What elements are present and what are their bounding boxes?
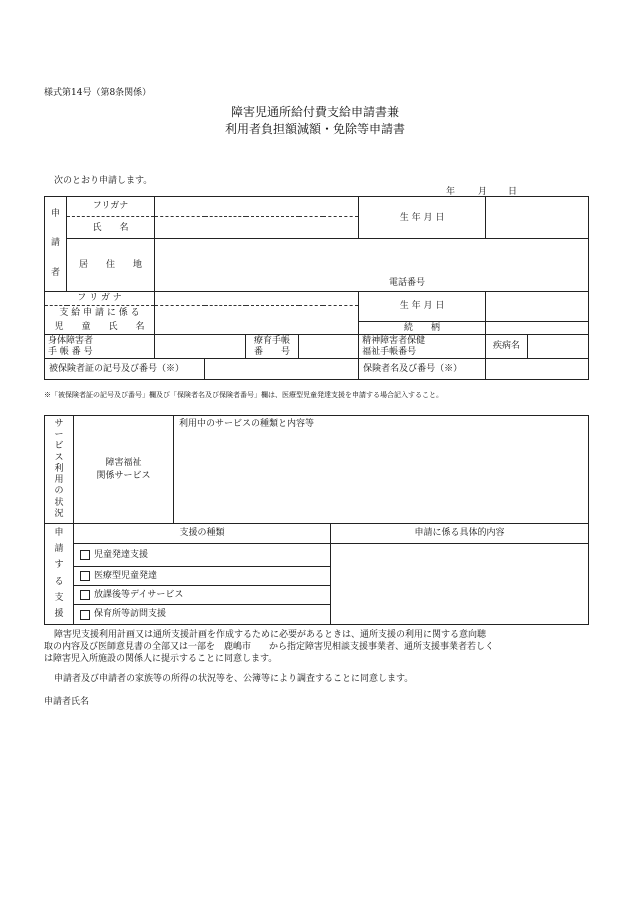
mental-health-label: 精神障害者保健 福祉手帳番号 (359, 335, 486, 359)
insurer-name-label: 保険者名及び番号（※） (359, 359, 486, 380)
request-content-field[interactable] (331, 544, 589, 625)
form-number: 様式第14号（第8条関係） (44, 88, 152, 98)
intro-text: 次のとおり申請します。 (54, 176, 153, 186)
physical-disability-label: 身体障害者 手 帳 番 号 (45, 335, 155, 359)
applicant-section-label: 申 請 者 (45, 197, 67, 292)
date-year: 年 (446, 187, 456, 197)
disease-label: 疾病名 (486, 335, 528, 359)
rehab-notebook-field[interactable] (299, 335, 359, 359)
support-request-section-label: 申 請 す る 支 援 (45, 524, 74, 625)
applicant-name-field[interactable] (155, 217, 359, 239)
child-furigana-field[interactable] (155, 292, 359, 306)
option-child-development[interactable]: 児童発達支援 (74, 544, 331, 567)
service-usage-section-label: サ ー ビ ス 利 用 の 状 況 (45, 416, 74, 524)
physical-disability-field[interactable] (155, 335, 246, 359)
insurance-note: ※「被保険者証の記号及び番号」欄及び「保険者名及び保険者番号」欄は、医療型児童発達支援を申請する場合記入すること。 (44, 391, 443, 399)
consent1-line3: は障害児入所施設の関係人に提示することに同意します。 (44, 654, 278, 664)
rehab-notebook-label: 療育手帳 番 号 (246, 335, 299, 359)
child-relation-label: 続 柄 (359, 322, 486, 335)
date-month: 月 (478, 187, 488, 197)
service-content-header: 利用中のサービスの種類と内容等 (179, 419, 315, 429)
applicant-address-label: 居 住 地 (67, 239, 155, 292)
welfare-service-label: 障害福祉 関係サービス (74, 416, 174, 524)
form-title-line1: 障害児通所給付費支給申請書兼 (230, 105, 399, 119)
child-name-field[interactable] (155, 306, 359, 335)
option-nursery-visit-support[interactable]: 保育所等訪問支援 (74, 605, 331, 625)
form-title-line2: 利用者負担額減額・免除等申請書 (224, 122, 405, 136)
service-content-field[interactable] (174, 416, 589, 524)
option-after-school-day-service[interactable]: 放課後等デイサービス (74, 586, 331, 605)
consent1-line2: 取の内容及び医師意見書の全部又は一部を 鹿嶋市 から指定障害児相談支援事業者、通所支援事業者若しく (44, 642, 495, 652)
signature-label: 申請者氏名 (44, 697, 90, 707)
child-dob-label: 生 年 月 日 (359, 292, 486, 322)
child-relation-field[interactable] (486, 322, 589, 335)
support-type-header: 支援の種類 (74, 524, 331, 544)
consent2: 申請者及び申請者の家族等の所得の状況等を、公簿等により調査することに同意します。 (54, 674, 414, 684)
consent1-line1: 障害児支援利用計画又は通所支援計画を作成するために必要があるときは、通所支援の利用に関する意向聴 (54, 630, 487, 640)
child-name-label: 支 給 申 請 に 係 る 児 童 氏 名 (45, 306, 155, 335)
disease-field[interactable] (528, 335, 589, 359)
insured-number-field[interactable] (205, 359, 359, 380)
checkbox-icon[interactable] (80, 590, 90, 600)
checkbox-icon[interactable] (80, 550, 90, 560)
checkbox-icon[interactable] (80, 571, 90, 581)
date-day: 日 (508, 187, 518, 197)
phone-label: 電話番号 (389, 277, 426, 288)
child-dob-field[interactable] (486, 292, 589, 322)
insured-number-label: 被保険者証の記号及び番号（※） (45, 359, 205, 380)
applicant-furigana-label: フリガナ (67, 197, 155, 217)
checkbox-icon[interactable] (80, 610, 90, 620)
insurer-name-field[interactable] (486, 359, 589, 380)
service-table (44, 415, 589, 625)
applicant-furigana-field[interactable] (155, 197, 359, 217)
applicant-name-label: 氏 名 (67, 217, 155, 239)
option-medical-child-development[interactable]: 医療型児童発達 (74, 567, 331, 586)
child-furigana-label: フ リ ガ ナ (45, 292, 155, 306)
applicant-dob-label: 生 年 月 日 (359, 197, 486, 239)
applicant-address-field[interactable] (155, 239, 589, 292)
applicant-dob-field[interactable] (486, 197, 589, 239)
applicant-table (44, 196, 589, 380)
request-content-header: 申請に係る具体的内容 (331, 524, 589, 544)
